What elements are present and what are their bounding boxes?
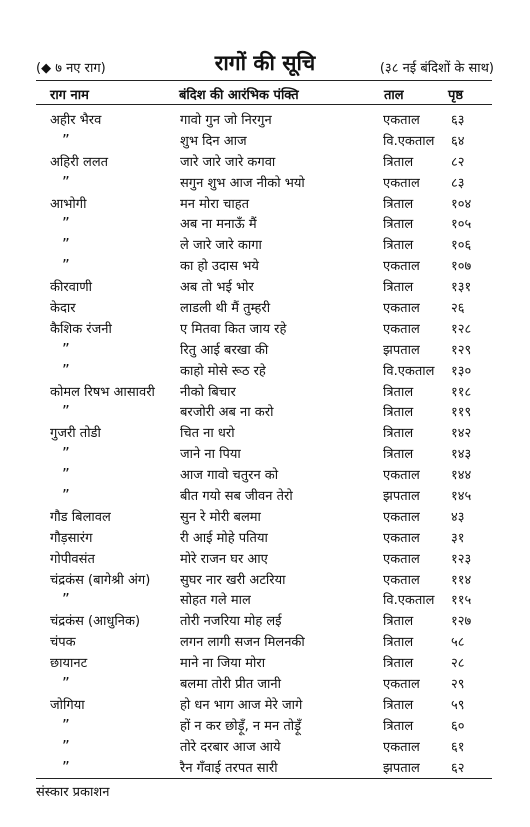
raag-name-cell: चंद्रकंस (बागेश्री अंग) <box>50 572 151 588</box>
raag-name-cell: ” <box>62 590 70 609</box>
bandish-line-cell: गावो गुन जो निरगुन <box>180 113 272 128</box>
table-row <box>0 444 530 465</box>
new-raag-count-note: (◆ ७ नए राग) <box>36 61 106 76</box>
column-header-bandish: बंदिश की आरंभिक पंक्ति <box>179 88 299 103</box>
raag-name-cell: जोगिया <box>50 697 85 713</box>
bandish-line-cell: का हो उदास भये <box>180 259 259 275</box>
bandish-line-cell: री आई मोहे पतिया <box>180 530 268 546</box>
bandish-line-cell: बलमा तोरी प्रीत जानी <box>180 677 282 693</box>
raag-name-cell: ” <box>62 172 70 191</box>
taal-cell: एकताल <box>383 739 420 755</box>
page-number-cell: ६४ <box>451 133 465 149</box>
table-row <box>0 340 530 361</box>
taal-cell: त्रिताल <box>383 405 414 421</box>
table-row <box>0 214 530 235</box>
taal-cell: एकताल <box>383 321 420 337</box>
taal-cell: वि.एकताल <box>383 363 435 379</box>
bandish-line-cell: सुघर नार खरी अटरिया <box>180 572 286 588</box>
bandish-line-cell: सुन रे मोरी बलमा <box>180 509 261 525</box>
taal-cell: त्रिताल <box>383 196 414 212</box>
bandish-line-cell: हो धन भाग आज मेरे जागे <box>180 697 303 713</box>
bandish-line-cell: काहो मोसे रूठ रहे <box>180 363 266 379</box>
page-number-cell: ६३ <box>451 113 465 128</box>
table-row <box>0 131 530 152</box>
page-number-cell: १२८ <box>451 321 472 337</box>
raag-name-cell: ” <box>62 736 70 755</box>
bandish-line-cell: आज गावो चतुरन को <box>180 468 279 484</box>
raag-name-cell: कैशिक रंजनी <box>50 321 112 337</box>
bandish-line-cell: सोहत गले माल <box>180 593 251 609</box>
table-row <box>0 110 530 131</box>
page-number-cell: ३१ <box>451 530 465 546</box>
taal-cell: एकताल <box>383 259 420 275</box>
raag-name-cell: ” <box>62 444 70 463</box>
column-header-taal: ताल <box>384 88 404 103</box>
table-row <box>0 507 530 528</box>
bandish-line-cell: लाडली थी मैं तुम्हरी <box>180 301 271 317</box>
taal-cell: त्रिताल <box>383 154 414 170</box>
taal-cell: त्रिताल <box>383 447 414 463</box>
taal-cell: एकताल <box>383 468 420 484</box>
raag-name-cell: गौड़सारंग <box>50 530 93 546</box>
page-number-cell: ५८ <box>451 635 465 651</box>
publisher-name: संस्कार प्रकाशन <box>36 785 110 800</box>
page-number-cell: १४५ <box>451 489 472 505</box>
table-row <box>0 465 530 486</box>
table-row <box>0 695 530 716</box>
bottom-rule <box>36 778 492 779</box>
bandish-line-cell: चित ना धरो <box>180 426 235 442</box>
bandish-line-cell: अब ना मनाऊँ मैं <box>180 217 257 233</box>
raag-name-cell: ” <box>62 235 70 254</box>
bandish-line-cell: जाने ना पिया <box>180 447 241 463</box>
table-row <box>0 737 530 758</box>
table-row <box>0 486 530 507</box>
table-row <box>0 758 530 779</box>
taal-cell: त्रिताल <box>383 718 414 734</box>
taal-cell: झपताल <box>383 342 420 358</box>
raag-name-cell: ” <box>62 465 70 484</box>
bandish-line-cell: शुभ दिन आज <box>180 133 247 149</box>
raag-name-cell: ” <box>62 715 70 734</box>
new-bandish-count-note: (३८ नई बंदिशों के साथ) <box>379 61 494 76</box>
raag-name-cell: ” <box>62 339 70 358</box>
bandish-line-cell: लगन लागी सजन मिलनकी <box>180 635 305 651</box>
taal-cell: एकताल <box>383 175 420 191</box>
table-row <box>0 716 530 737</box>
table-row <box>0 256 530 277</box>
page-number-cell: १०७ <box>451 259 472 275</box>
table-row <box>0 632 530 653</box>
bandish-line-cell: नीको बिचार <box>180 384 236 400</box>
page-number-cell: १४४ <box>451 468 472 484</box>
page-number-cell: २९ <box>451 677 465 693</box>
page-number-cell: १०६ <box>451 238 472 254</box>
raag-name-cell: ” <box>62 674 70 693</box>
page-number-cell: १२९ <box>451 342 472 358</box>
taal-cell: एकताल <box>383 113 420 128</box>
page-number-cell: ११८ <box>451 384 472 400</box>
page-number-cell: ६१ <box>451 739 465 755</box>
table-row <box>0 382 530 403</box>
raag-name-cell: चंपक <box>50 635 76 651</box>
raag-name-cell: केदार <box>50 301 76 317</box>
page-number-cell: १०४ <box>451 196 472 212</box>
page-number-cell: ११५ <box>451 593 472 609</box>
raag-name-cell: गोपीवसंत <box>50 551 95 567</box>
raag-name-cell: ” <box>62 402 70 421</box>
raag-name-cell: ” <box>62 757 70 776</box>
raag-name-cell: ” <box>62 360 70 379</box>
table-row <box>0 194 530 215</box>
column-header-page: पृष्ठ <box>448 88 464 103</box>
raag-name-cell: कीरवाणी <box>50 280 93 296</box>
table-row <box>0 298 530 319</box>
taal-cell: त्रिताल <box>383 280 414 296</box>
page-number-cell: ६० <box>451 718 465 734</box>
taal-cell: एकताल <box>383 301 420 317</box>
page-number-cell: ११४ <box>451 572 472 588</box>
taal-cell: त्रिताल <box>383 697 414 713</box>
taal-cell: त्रिताल <box>383 384 414 400</box>
bandish-line-cell: माने ना जिया मोरा <box>180 656 266 672</box>
bandish-line-cell: बीत गयो सब जीवन तेरो <box>180 489 293 505</box>
bandish-line-cell: रितु आई बरखा की <box>180 342 269 358</box>
page-title: रागों की सूचि <box>214 51 316 75</box>
bandish-line-cell: मन मोरा चाहत <box>180 196 250 212</box>
taal-cell: त्रिताल <box>383 238 414 254</box>
raag-name-cell: ” <box>62 486 70 505</box>
top-rule <box>36 80 492 81</box>
page-number-cell: २८ <box>451 656 465 672</box>
page-number-cell: ६२ <box>451 760 465 776</box>
taal-cell: झपताल <box>383 760 420 776</box>
table-row <box>0 361 530 382</box>
header-rule <box>36 104 492 105</box>
page-number-cell: ४३ <box>451 509 465 525</box>
table-row <box>0 549 530 570</box>
raag-name-cell: गौड बिलावल <box>50 509 111 525</box>
taal-cell: त्रिताल <box>383 656 414 672</box>
raag-name-cell: अहीर भैरव <box>50 113 102 128</box>
taal-cell: एकताल <box>383 530 420 546</box>
bandish-line-cell: मोरे राजन घर आए <box>180 551 268 567</box>
raag-name-cell: छायानट <box>50 656 88 672</box>
page-number-cell: २६ <box>451 301 465 317</box>
page-number-cell: १३० <box>451 363 472 379</box>
table-row <box>0 528 530 549</box>
table-row <box>0 235 530 256</box>
raag-name-cell: आभोगी <box>50 196 87 212</box>
bandish-line-cell: सगुन शुभ आज नीको भयो <box>180 175 305 191</box>
raag-name-cell: चंद्रकंस (आधुनिक) <box>50 614 141 630</box>
bandish-line-cell: तोरे दरबार आज आये <box>180 739 281 755</box>
taal-cell: झपताल <box>383 489 420 505</box>
page-number-cell: १४२ <box>451 426 472 442</box>
raag-name-cell: ” <box>62 256 70 275</box>
taal-cell: त्रिताल <box>383 614 414 630</box>
page-number-cell: १२७ <box>451 614 472 630</box>
bandish-line-cell: जारे जारे जारे कगवा <box>180 154 276 170</box>
taal-cell: एकताल <box>383 677 420 693</box>
taal-cell: वि.एकताल <box>383 593 435 609</box>
bandish-line-cell: अब तो भई भोर <box>180 280 254 296</box>
page-number-cell: १४३ <box>451 447 472 463</box>
index-table <box>0 110 530 779</box>
raag-name-cell: गुजरी तोडी <box>50 426 101 442</box>
page-number-cell: १०५ <box>451 217 472 233</box>
table-row <box>0 423 530 444</box>
bandish-line-cell: बरजोरी अब ना करो <box>180 405 274 421</box>
table-row <box>0 590 530 611</box>
page-number-cell: ८२ <box>451 154 465 170</box>
table-row <box>0 570 530 591</box>
taal-cell: त्रिताल <box>383 426 414 442</box>
page-number-cell: ११९ <box>451 405 472 421</box>
table-row <box>0 152 530 173</box>
table-row <box>0 173 530 194</box>
raag-name-cell: ” <box>62 130 70 149</box>
taal-cell: त्रिताल <box>383 217 414 233</box>
column-header-raag: राग नाम <box>50 88 89 103</box>
table-row <box>0 653 530 674</box>
bandish-line-cell: हों न कर छोड़ूँ, न मन तोड़ूँ <box>180 718 302 734</box>
bandish-line-cell: ए मितवा कित जाय रहे <box>180 321 287 337</box>
taal-cell: वि.एकताल <box>383 133 435 149</box>
taal-cell: एकताल <box>383 509 420 525</box>
taal-cell: एकताल <box>383 572 420 588</box>
raag-name-cell: ” <box>62 214 70 233</box>
page-number-cell: ८३ <box>451 175 465 191</box>
taal-cell: एकताल <box>383 551 420 567</box>
bandish-line-cell: तोरी नजरिया मोह लई <box>180 614 282 630</box>
bandish-line-cell: ले जारे जारे कागा <box>180 238 262 254</box>
table-row <box>0 611 530 632</box>
table-row <box>0 402 530 423</box>
taal-cell: त्रिताल <box>383 635 414 651</box>
table-row <box>0 674 530 695</box>
table-row <box>0 277 530 298</box>
page-number-cell: ५९ <box>451 697 465 713</box>
bandish-line-cell: रैन गँवाई तरपत सारी <box>180 760 278 776</box>
page-number-cell: १३१ <box>451 280 472 296</box>
raag-name-cell: कोमल रिषभ आसावरी <box>50 384 155 400</box>
raag-name-cell: अहिरी ललत <box>50 154 109 170</box>
page-number-cell: १२३ <box>451 551 472 567</box>
table-row <box>0 319 530 340</box>
